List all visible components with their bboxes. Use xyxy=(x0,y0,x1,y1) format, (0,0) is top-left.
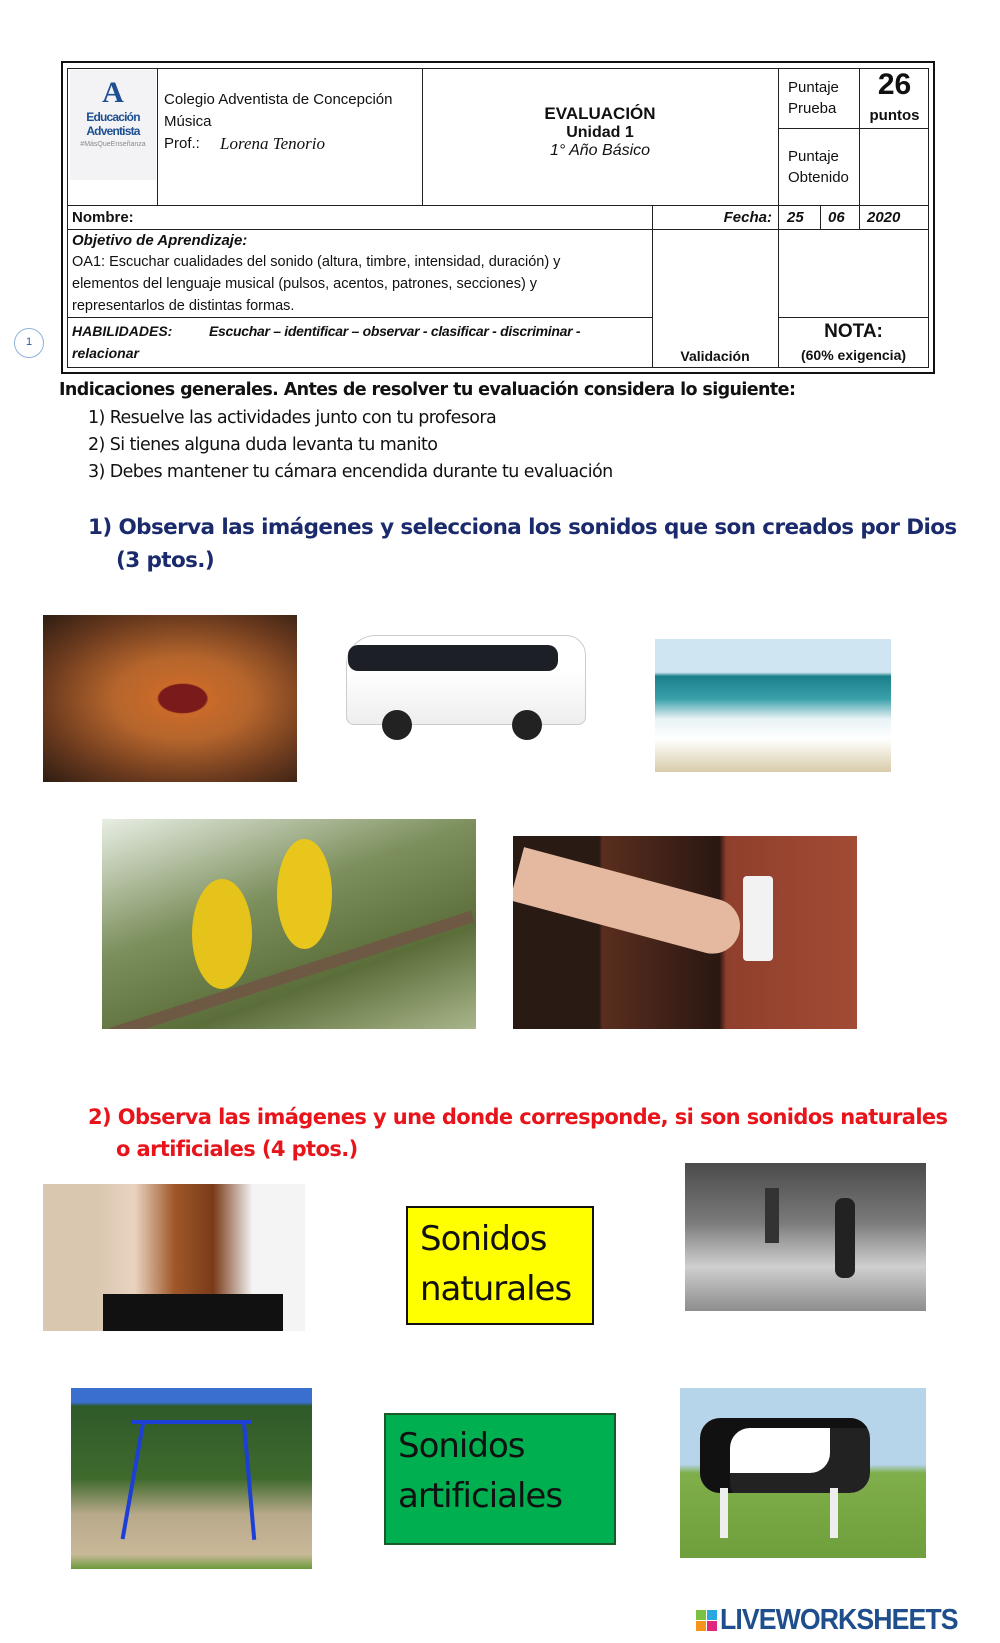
question-1-heading: (3 ptos.) xyxy=(116,548,215,573)
cow-body xyxy=(700,1418,870,1493)
objetivo-text: OA1: Escuchar cualidades del sonido (altura, timbre, intensidad, duración) y xyxy=(72,254,561,270)
birds-image[interactable] xyxy=(102,819,476,1029)
artificial-sounds-box[interactable] xyxy=(384,1413,616,1545)
puntaje-obtenido-label: Puntaje Obtenido xyxy=(788,148,849,186)
bus-image[interactable] xyxy=(342,605,602,749)
score: 26 xyxy=(877,68,912,101)
nota-label: NOTA: xyxy=(824,321,883,342)
cow-leg xyxy=(830,1488,838,1538)
table-divider xyxy=(67,229,929,230)
liveworksheets-logo xyxy=(696,1604,978,1636)
box-label: Sonidos xyxy=(420,1219,547,1259)
logo-text: #MásQueEnseñanza xyxy=(80,141,146,148)
instruction-item: 2) Si tienes alguna duda levanta tu manito xyxy=(88,435,438,455)
table-divider xyxy=(67,205,929,206)
cow-image[interactable] xyxy=(680,1388,926,1558)
instruction-item: 3) Debes mantener tu cámara encendida durante tu evaluación xyxy=(88,462,613,482)
box-label: artificiales xyxy=(398,1476,563,1516)
date-day: 25 xyxy=(787,209,804,226)
school-logo xyxy=(70,70,156,180)
bird xyxy=(192,879,252,989)
table-divider xyxy=(652,205,653,368)
table-divider xyxy=(778,317,929,318)
puntaje-prueba-label: Puntaje Prueba xyxy=(788,79,839,117)
habilidades-label: HABILIDADES: xyxy=(72,323,173,339)
logo-text: Educación xyxy=(86,110,140,124)
doorbell xyxy=(743,876,773,961)
instructions-title: Indicaciones generales. Antes de resolver tu evaluación considera lo siguiente: xyxy=(59,380,796,400)
brand-text: LIVEWORKSHEETS xyxy=(720,1603,958,1636)
swing-frame xyxy=(131,1420,251,1424)
page-marker[interactable]: 1 xyxy=(14,328,44,358)
nombre-label: Nombre: xyxy=(72,209,134,226)
prof-name: Lorena Tenorio xyxy=(220,134,326,153)
unit: Unidad 1 xyxy=(566,124,634,141)
table-divider xyxy=(820,205,821,229)
doorbell-image[interactable] xyxy=(513,836,857,1029)
lion-image[interactable] xyxy=(43,615,297,782)
score-unit: puntos xyxy=(869,107,920,124)
bird xyxy=(277,839,332,949)
box-label: naturales xyxy=(420,1269,572,1309)
objetivo-text: elementos del lenguaje musical (pulsos, acentos, patrones, secciones) y xyxy=(72,276,538,292)
person xyxy=(765,1188,779,1243)
bus-wheel xyxy=(382,710,412,740)
logo-text: Adventista xyxy=(86,124,140,138)
grade: 1° Año Básico xyxy=(549,142,651,159)
prof-label: Prof.: xyxy=(164,135,200,152)
question-2-heading: 2) Observa las imágenes y une donde corresponde, si son sonidos naturales xyxy=(88,1105,948,1129)
swing-frame xyxy=(242,1420,256,1540)
bus-wheel xyxy=(512,710,542,740)
violin-image[interactable] xyxy=(43,1184,305,1331)
hand xyxy=(513,847,746,960)
cow-leg xyxy=(720,1488,728,1538)
bus-windows xyxy=(348,645,558,671)
swing-frame xyxy=(121,1421,146,1540)
date-year: 2020 xyxy=(867,209,901,226)
instruction-item: 1) Resuelve las actividades junto con tu profesora xyxy=(88,408,497,428)
rain-image[interactable] xyxy=(685,1163,926,1311)
swing-image[interactable] xyxy=(71,1388,312,1569)
fecha-label: Fecha: xyxy=(723,209,772,226)
box-label: Sonidos xyxy=(398,1426,525,1466)
habilidades-text: Escuchar – identificar – observar - clasificar - discriminar - xyxy=(209,323,581,339)
habilidades-text: relacionar xyxy=(72,345,139,361)
natural-sounds-box[interactable] xyxy=(406,1206,594,1325)
validacion-label: Validación xyxy=(680,348,750,364)
question-2-heading: o artificiales (4 ptos.) xyxy=(116,1137,358,1161)
eval-heading xyxy=(422,104,778,160)
live-logo-icon xyxy=(696,1610,717,1631)
question-1-heading: 1) Observa las imágenes y selecciona los sonidos que son creados por Dios xyxy=(88,515,957,540)
objetivo-label: Objetivo de Aprendizaje: xyxy=(72,232,248,249)
subject: Música xyxy=(164,113,212,130)
logo-a-icon: A xyxy=(102,76,124,109)
date-month: 06 xyxy=(828,209,845,226)
table-divider xyxy=(67,317,652,318)
eval-title: EVALUACIÓN xyxy=(544,104,656,123)
school-name: Colegio Adventista de Concepción xyxy=(164,91,393,108)
wave-image[interactable] xyxy=(655,639,891,772)
clothing xyxy=(103,1294,283,1331)
table-divider xyxy=(778,128,929,129)
person xyxy=(835,1198,855,1278)
objetivo-text: representarlos de distintas formas. xyxy=(72,298,295,314)
table-divider xyxy=(157,68,158,205)
exigencia-label: (60% exigencia) xyxy=(800,347,907,363)
